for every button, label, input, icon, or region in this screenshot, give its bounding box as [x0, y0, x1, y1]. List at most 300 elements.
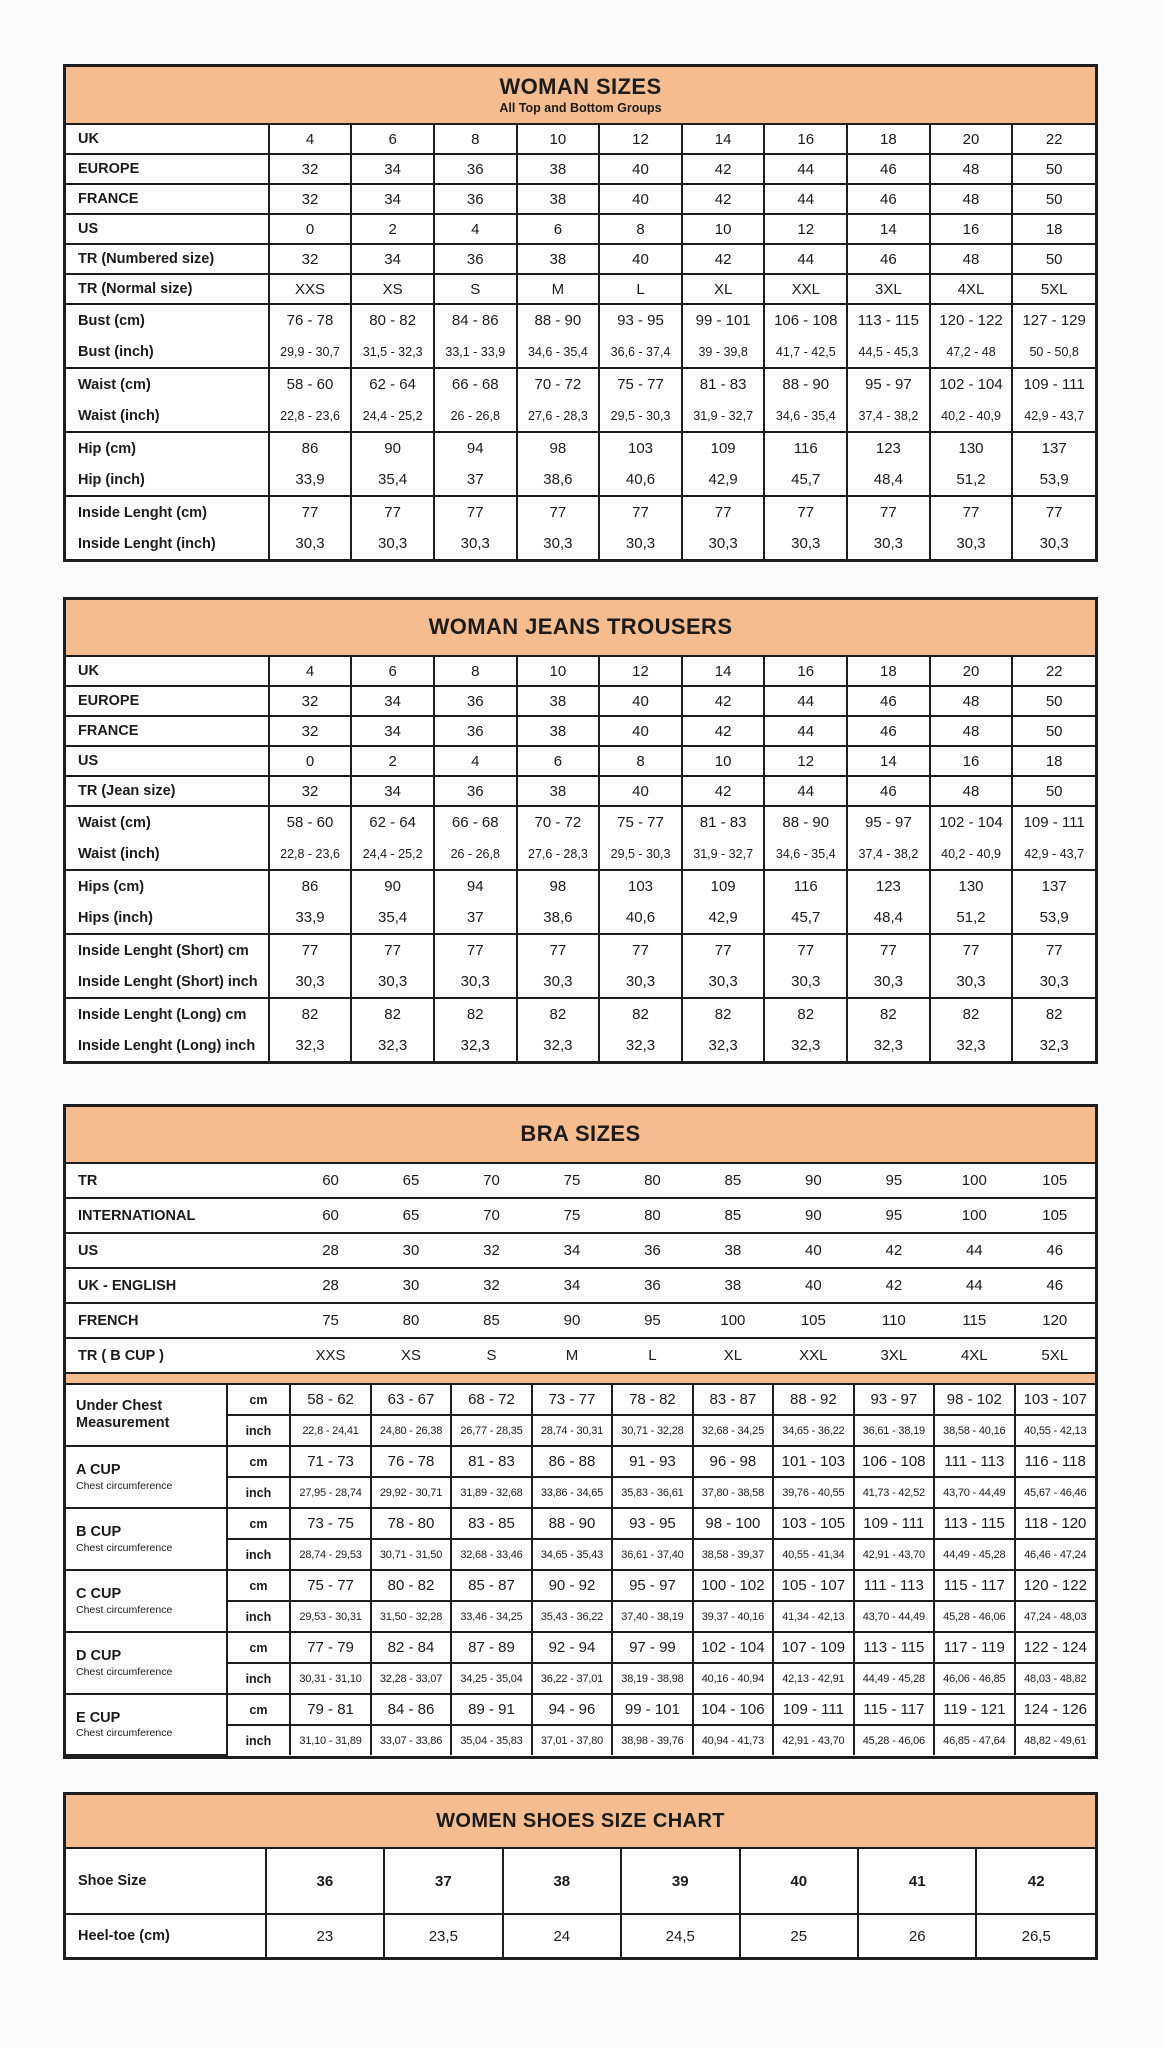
size-value: 53,9: [1012, 902, 1095, 934]
size-value: 40: [773, 1233, 853, 1268]
size-value: 16: [930, 214, 1013, 244]
size-value: 38,98 - 39,76: [612, 1725, 692, 1755]
size-value: 37: [434, 464, 517, 496]
size-value: 29,9 - 30,7: [269, 336, 352, 368]
size-value: 87 - 89: [451, 1632, 531, 1663]
size-value: 77: [764, 496, 847, 528]
size-value: 103 - 105: [773, 1508, 853, 1539]
size-value: 34: [532, 1268, 612, 1303]
size-value: 32: [269, 184, 352, 214]
row-label: [66, 1508, 227, 1570]
size-value: 41,34 - 42,13: [773, 1601, 853, 1632]
size-value: 6: [517, 214, 600, 244]
size-value: 77: [764, 934, 847, 966]
row-label: Hips (cm): [66, 870, 269, 902]
size-value: 38: [517, 776, 600, 806]
size-value: 70: [451, 1164, 531, 1198]
size-value: 66 - 68: [434, 368, 517, 400]
size-value: 5XL: [1015, 1338, 1095, 1372]
size-value: 32: [269, 776, 352, 806]
size-value: 95: [854, 1198, 934, 1233]
woman-sizes-grid: [66, 125, 1095, 559]
size-value: 29,5 - 30,3: [599, 400, 682, 432]
size-value: 30,3: [764, 528, 847, 559]
size-value: 36: [266, 1849, 384, 1914]
table-row: [66, 125, 1095, 154]
size-value: XS: [371, 1338, 451, 1372]
size-value: 119 - 121: [934, 1694, 1014, 1725]
size-value: 118 - 120: [1015, 1508, 1095, 1539]
size-value: 124 - 126: [1015, 1694, 1095, 1725]
size-value: 34,6 - 35,4: [764, 838, 847, 870]
table-row: [66, 154, 1095, 184]
size-value: 80 - 82: [351, 304, 434, 336]
size-value: 130: [930, 870, 1013, 902]
size-value: 4XL: [930, 274, 1013, 304]
size-value: 95: [854, 1164, 934, 1198]
woman-sizes-title: WOMAN SIZES: [499, 73, 662, 99]
size-value: 22: [1012, 125, 1095, 154]
size-value: 107 - 109: [773, 1632, 853, 1663]
size-value: 41: [858, 1849, 976, 1914]
size-value: 105: [773, 1303, 853, 1338]
size-value: 58 - 60: [269, 368, 352, 400]
size-value: 35,4: [351, 902, 434, 934]
size-value: 31,10 - 31,89: [290, 1725, 370, 1755]
size-value: 44: [764, 776, 847, 806]
size-value: 44,49 - 45,28: [854, 1663, 934, 1694]
size-value: 18: [847, 657, 930, 686]
bra-conversion-grid: [66, 1164, 1095, 1372]
size-value: 30,3: [434, 966, 517, 998]
size-value: 24,80 - 26,38: [371, 1415, 451, 1446]
cup-sublabel: Chest circumference: [76, 1665, 173, 1678]
size-value: 66 - 68: [434, 806, 517, 838]
size-value: 30,3: [847, 528, 930, 559]
size-value: 48: [930, 776, 1013, 806]
size-value: 46: [847, 686, 930, 716]
size-value: 78 - 80: [371, 1508, 451, 1539]
unit-label-cm: cm: [227, 1385, 291, 1415]
size-value: 40: [599, 776, 682, 806]
row-label: Hips (inch): [66, 902, 269, 934]
size-value: 77: [434, 934, 517, 966]
size-value: 53,9: [1012, 464, 1095, 496]
size-value: 100 - 102: [693, 1570, 773, 1601]
size-value: 37,01 - 37,80: [532, 1725, 612, 1755]
size-value: 85 - 87: [451, 1570, 531, 1601]
size-value: 62 - 64: [351, 806, 434, 838]
size-value: 39 - 39,8: [682, 336, 765, 368]
table-row: [66, 902, 1095, 934]
table-row: [66, 1030, 1095, 1061]
size-value: 33,86 - 34,65: [532, 1477, 612, 1508]
size-value: 47,2 - 48: [930, 336, 1013, 368]
shoes-grid: [66, 1849, 1095, 1957]
row-label: Inside Lenght (Short) inch: [66, 966, 269, 998]
size-value: 77: [1012, 934, 1095, 966]
size-value: 98 - 100: [693, 1508, 773, 1539]
size-value: 31,50 - 32,28: [371, 1601, 451, 1632]
bra-sizes-title: BRA SIZES: [520, 1121, 641, 1147]
size-value: 77: [599, 496, 682, 528]
unit-label-inch: inch: [227, 1725, 291, 1755]
size-value: 68 - 72: [451, 1385, 531, 1415]
size-value: 35,04 - 35,83: [451, 1725, 531, 1755]
size-value: 25: [740, 1914, 858, 1957]
size-value: 106 - 108: [854, 1446, 934, 1477]
size-value: 32,3: [764, 1030, 847, 1061]
size-value: 36: [434, 686, 517, 716]
size-value: 30,3: [517, 528, 600, 559]
size-value: 42: [682, 686, 765, 716]
size-value: 95: [612, 1303, 692, 1338]
size-value: 36,22 - 37,01: [532, 1663, 612, 1694]
table-row: [66, 1632, 1095, 1663]
size-value: 92 - 94: [532, 1632, 612, 1663]
size-value: 120: [1015, 1303, 1095, 1338]
size-value: 50: [1012, 776, 1095, 806]
table-row: [66, 336, 1095, 368]
size-value: 77: [269, 496, 352, 528]
size-value: 2: [351, 746, 434, 776]
size-value: 38: [517, 184, 600, 214]
size-value: 89 - 91: [451, 1694, 531, 1725]
size-value: 98 - 102: [934, 1385, 1014, 1415]
size-value: 40,6: [599, 902, 682, 934]
unit-label-inch: inch: [227, 1539, 291, 1570]
cup-name: A CUP: [76, 1462, 121, 1479]
cup-sublabel: Chest circumference: [76, 1541, 173, 1554]
size-value: 82: [847, 998, 930, 1030]
woman-jeans-title: WOMAN JEANS TROUSERS: [428, 614, 733, 640]
size-value: 18: [847, 125, 930, 154]
size-value: 50 - 50,8: [1012, 336, 1095, 368]
size-value: 32: [269, 244, 352, 274]
size-value: 82 - 84: [371, 1632, 451, 1663]
size-value: 22,8 - 23,6: [269, 838, 352, 870]
size-value: 77 - 79: [290, 1632, 370, 1663]
size-value: 78 - 82: [612, 1385, 692, 1415]
size-value: 32,3: [847, 1030, 930, 1061]
size-value: 32: [269, 716, 352, 746]
size-value: 18: [1012, 214, 1095, 244]
row-label: Inside Lenght (Long) inch: [66, 1030, 269, 1061]
bra-sizes-header: [66, 1107, 1095, 1164]
size-value: 44,5 - 45,3: [847, 336, 930, 368]
size-value: 37: [384, 1849, 502, 1914]
cup-name: E CUP: [76, 1709, 121, 1726]
size-value: 75 - 77: [599, 806, 682, 838]
size-value: 42: [854, 1268, 934, 1303]
size-value: 30,3: [682, 966, 765, 998]
size-value: 8: [599, 746, 682, 776]
size-value: 31,5 - 32,3: [351, 336, 434, 368]
size-value: 20: [930, 657, 1013, 686]
size-value: 99 - 101: [682, 304, 765, 336]
table-row: [66, 998, 1095, 1030]
size-value: 46,06 - 46,85: [934, 1663, 1014, 1694]
size-value: 70: [451, 1198, 531, 1233]
size-value: L: [599, 274, 682, 304]
size-value: 34: [351, 184, 434, 214]
size-value: 97 - 99: [612, 1632, 692, 1663]
size-value: 85: [693, 1198, 773, 1233]
row-label: [66, 1694, 227, 1755]
size-value: 34: [351, 776, 434, 806]
size-value: 77: [930, 496, 1013, 528]
size-value: 33,07 - 33,86: [371, 1725, 451, 1755]
size-value: 3XL: [854, 1338, 934, 1372]
size-value: 40: [599, 686, 682, 716]
size-value: 30,3: [847, 966, 930, 998]
table-row: [66, 1446, 1095, 1477]
size-value: 75 - 77: [599, 368, 682, 400]
size-value: 60: [290, 1198, 370, 1233]
size-value: 37,4 - 38,2: [847, 400, 930, 432]
size-value: 28,74 - 29,53: [290, 1539, 370, 1570]
row-label: TR (Jean size): [66, 776, 269, 806]
size-value: 48,4: [847, 902, 930, 934]
size-value: 32,3: [434, 1030, 517, 1061]
size-value: 14: [682, 125, 765, 154]
size-value: 36,6 - 37,4: [599, 336, 682, 368]
size-value: 8: [434, 657, 517, 686]
row-label: FRANCE: [66, 184, 269, 214]
size-value: 48: [930, 716, 1013, 746]
size-value: 123: [847, 432, 930, 464]
size-value: 29,53 - 30,31: [290, 1601, 370, 1632]
size-value: 51,2: [930, 464, 1013, 496]
size-value: 110: [854, 1303, 934, 1338]
size-value: 113 - 115: [854, 1632, 934, 1663]
size-value: 36: [434, 776, 517, 806]
size-value: 27,6 - 28,3: [517, 838, 600, 870]
size-value: 86 - 88: [532, 1446, 612, 1477]
size-value: 88 - 90: [764, 368, 847, 400]
size-value: 130: [930, 432, 1013, 464]
size-value: 38,58 - 40,16: [934, 1415, 1014, 1446]
size-value: 48: [930, 244, 1013, 274]
size-value: 40,16 - 40,94: [693, 1663, 773, 1694]
size-value: 10: [682, 746, 765, 776]
size-value: 23: [266, 1914, 384, 1957]
size-value: 3XL: [847, 274, 930, 304]
size-value: 91 - 93: [612, 1446, 692, 1477]
size-value: 36: [434, 184, 517, 214]
table-row: [66, 746, 1095, 776]
size-value: 32,68 - 34,25: [693, 1415, 773, 1446]
size-value: 37: [434, 902, 517, 934]
size-value: 88 - 90: [517, 304, 600, 336]
size-value: 26: [858, 1914, 976, 1957]
size-value: 46: [847, 244, 930, 274]
row-label: US: [66, 1233, 290, 1268]
size-value: 109: [682, 870, 765, 902]
row-label: US: [66, 746, 269, 776]
size-value: 24: [503, 1914, 621, 1957]
size-value: 32,3: [351, 1030, 434, 1061]
size-value: 47,24 - 48,03: [1015, 1601, 1095, 1632]
size-value: 30: [371, 1268, 451, 1303]
size-value: 32,3: [517, 1030, 600, 1061]
row-label: Inside Lenght (cm): [66, 496, 269, 528]
size-value: 98: [517, 432, 600, 464]
size-value: XS: [351, 274, 434, 304]
size-value: XXS: [269, 274, 352, 304]
size-value: 117 - 119: [934, 1632, 1014, 1663]
size-value: 37,80 - 38,58: [693, 1477, 773, 1508]
size-value: 28: [290, 1233, 370, 1268]
table-row: [66, 686, 1095, 716]
size-value: 4: [269, 657, 352, 686]
size-value: 46: [847, 184, 930, 214]
size-value: 39,76 - 40,55: [773, 1477, 853, 1508]
size-value: 30,3: [682, 528, 765, 559]
size-value: 40,55 - 42,13: [1015, 1415, 1095, 1446]
size-value: 33,1 - 33,9: [434, 336, 517, 368]
unit-label-cm: cm: [227, 1632, 291, 1663]
size-value: 48: [930, 184, 1013, 214]
size-value: XXS: [290, 1338, 370, 1372]
size-value: 46: [847, 716, 930, 746]
size-value: 84 - 86: [371, 1694, 451, 1725]
size-value: 38,6: [517, 902, 600, 934]
size-value: 46: [1015, 1268, 1095, 1303]
size-value: 88 - 92: [773, 1385, 853, 1415]
size-value: 77: [682, 934, 765, 966]
row-label: [66, 1632, 227, 1694]
size-value: L: [612, 1338, 692, 1372]
size-value: 33,9: [269, 464, 352, 496]
table-row: [66, 934, 1095, 966]
size-value: 42,9: [682, 464, 765, 496]
size-value: 82: [682, 998, 765, 1030]
table-row: [66, 1198, 1095, 1233]
size-value: 83 - 85: [451, 1508, 531, 1539]
size-value: 100: [693, 1303, 773, 1338]
shoes-size-table: [63, 1792, 1098, 1960]
size-value: 34: [532, 1233, 612, 1268]
woman-sizes-header: [66, 67, 1095, 125]
size-value: 31,89 - 32,68: [451, 1477, 531, 1508]
row-label: FRANCE: [66, 716, 269, 746]
row-label: [66, 1446, 227, 1508]
size-value: 75: [290, 1303, 370, 1338]
row-label: [66, 1570, 227, 1632]
size-value: 30,3: [1012, 528, 1095, 559]
size-value: 32: [451, 1268, 531, 1303]
size-value: 71 - 73: [290, 1446, 370, 1477]
size-value: 90 - 92: [532, 1570, 612, 1601]
size-value: 77: [269, 934, 352, 966]
size-value: 34: [351, 154, 434, 184]
size-value: XXL: [773, 1338, 853, 1372]
row-label: Inside Lenght (Short) cm: [66, 934, 269, 966]
size-value: 109 - 111: [1012, 806, 1095, 838]
size-value: 98: [517, 870, 600, 902]
size-value: 137: [1012, 870, 1095, 902]
size-value: 109 - 111: [773, 1694, 853, 1725]
size-value: 16: [764, 657, 847, 686]
size-value: 103: [599, 870, 682, 902]
size-value: 32: [269, 154, 352, 184]
size-value: 65: [371, 1164, 451, 1198]
size-value: 90: [351, 432, 434, 464]
size-value: 36: [434, 154, 517, 184]
size-value: 75 - 77: [290, 1570, 370, 1601]
size-value: 36: [612, 1233, 692, 1268]
size-value: 82: [764, 998, 847, 1030]
size-value: 4XL: [934, 1338, 1014, 1372]
table-row: [66, 214, 1095, 244]
size-value: 28: [290, 1268, 370, 1303]
size-value: 76 - 78: [371, 1446, 451, 1477]
row-label: Bust (inch): [66, 336, 269, 368]
size-value: 48,03 - 48,82: [1015, 1663, 1095, 1694]
size-value: 40: [773, 1268, 853, 1303]
size-value: 77: [599, 934, 682, 966]
table-row: [66, 966, 1095, 998]
size-value: 45,7: [764, 464, 847, 496]
unit-label-cm: cm: [227, 1508, 291, 1539]
size-value: 73 - 75: [290, 1508, 370, 1539]
size-value: 32,3: [930, 1030, 1013, 1061]
table-row: [66, 1385, 1095, 1415]
size-value: 101 - 103: [773, 1446, 853, 1477]
bra-cup-grid: [66, 1385, 1095, 1756]
size-value: 40: [599, 184, 682, 214]
size-value: 38,6: [517, 464, 600, 496]
size-value: 82: [351, 998, 434, 1030]
size-value: 40,55 - 41,34: [773, 1539, 853, 1570]
size-value: 106 - 108: [764, 304, 847, 336]
row-label: TR (Numbered size): [66, 244, 269, 274]
size-value: 37,4 - 38,2: [847, 838, 930, 870]
cup-name: Under Chest Measurement: [76, 1398, 170, 1431]
size-value: 45,28 - 46,06: [934, 1601, 1014, 1632]
size-value: 90: [532, 1303, 612, 1338]
size-value: 36,61 - 38,19: [854, 1415, 934, 1446]
size-value: 39,37 - 40,16: [693, 1601, 773, 1632]
size-value: 99 - 101: [612, 1694, 692, 1725]
unit-label-inch: inch: [227, 1477, 291, 1508]
size-value: 42,13 - 42,91: [773, 1663, 853, 1694]
woman-jeans-header: [66, 600, 1095, 657]
size-value: 46: [1015, 1233, 1095, 1268]
size-value: 48,82 - 49,61: [1015, 1725, 1095, 1755]
size-value: 41,7 - 42,5: [764, 336, 847, 368]
size-value: 34: [351, 716, 434, 746]
size-value: 85: [693, 1164, 773, 1198]
size-value: 16: [930, 746, 1013, 776]
size-value: 95 - 97: [612, 1570, 692, 1601]
size-value: 48: [930, 686, 1013, 716]
size-value: 29,5 - 30,3: [599, 838, 682, 870]
table-row: [66, 304, 1095, 336]
size-value: 77: [847, 934, 930, 966]
size-value: 40: [599, 716, 682, 746]
size-value: 0: [269, 746, 352, 776]
size-value: 42: [976, 1849, 1095, 1914]
row-label: US: [66, 214, 269, 244]
size-value: 83 - 87: [693, 1385, 773, 1415]
size-value: 82: [434, 998, 517, 1030]
table-row: [66, 1849, 1095, 1914]
size-value: 90: [351, 870, 434, 902]
size-value: 48: [930, 154, 1013, 184]
size-value: 32,28 - 33,07: [371, 1663, 451, 1694]
